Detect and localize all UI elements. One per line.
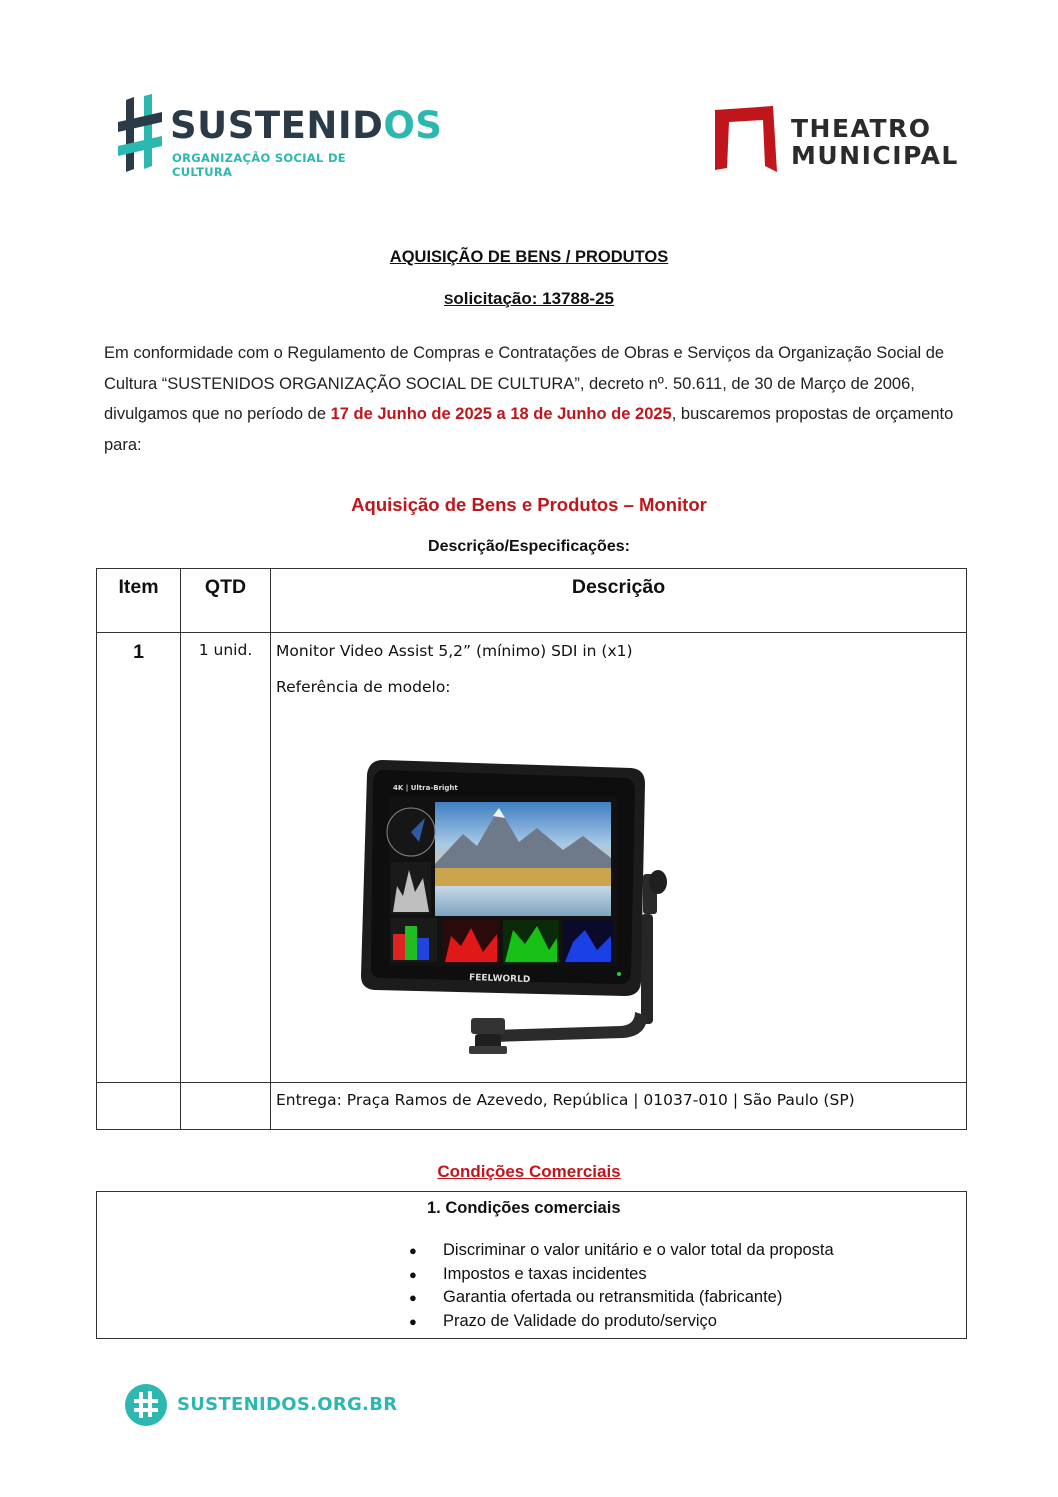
conditions-heading: 1. Condições comerciais <box>427 1199 621 1217</box>
document-title: AQUISIÇÃO DE BENS / PRODUTOS <box>389 248 669 266</box>
hashtag-logo-icon <box>116 94 164 172</box>
delivery-item-empty <box>97 1083 181 1130</box>
theatro-arch-icon <box>715 106 781 172</box>
bullet-icon: ● <box>409 1243 417 1258</box>
intro-paragraph <box>104 338 964 460</box>
table-header-row <box>97 569 967 633</box>
list-item <box>409 1263 834 1287</box>
delivery-address: Entrega: Praça Ramos de Azevedo, República | 01037-010 | São Paulo (SP) <box>271 1083 967 1130</box>
desc-line-1: Monitor Video Assist 5,2” (mínimo) SDI in (x1) <box>276 642 633 660</box>
conditions-title: Condições Comerciais <box>437 1162 621 1181</box>
item-number: 1 <box>97 633 181 1083</box>
condition-text: Discriminar o valor unitário e o valor total da proposta <box>443 1241 834 1259</box>
header-descricao: Descrição <box>271 569 967 633</box>
item-description <box>271 633 967 1083</box>
footer-website: SUSTENIDOS.ORG.BR <box>177 1394 398 1415</box>
conditions-box <box>96 1191 967 1339</box>
monitor-brand: FEELWORLD <box>468 973 531 986</box>
bullet-icon: ● <box>409 1313 417 1329</box>
footer-hashtag-icon <box>125 1384 167 1426</box>
conditions-list <box>409 1239 834 1333</box>
condition-text: Prazo de Validade do produto/serviço <box>443 1311 717 1330</box>
table-row <box>97 633 967 1083</box>
intro-text-after: , buscaremos propostas de orçamento para: <box>104 405 954 454</box>
intro-period: 17 de Junho de 2025 a 18 de Junho de 2025 <box>330 405 672 423</box>
theatro-line2: MUNICIPAL <box>791 141 959 170</box>
logo-name-accent: OS <box>383 104 443 147</box>
list-item <box>409 1239 834 1263</box>
list-item <box>409 1286 834 1310</box>
items-table <box>96 568 967 1130</box>
delivery-qtd-empty <box>181 1083 271 1130</box>
header-qtd: QTD <box>181 569 271 633</box>
monitor-badge: 4K | Ultra-Bright <box>393 784 458 792</box>
spec-label: Descrição/Especificações: <box>428 538 630 555</box>
bullet-icon: ● <box>409 1290 417 1305</box>
sustenidos-logo <box>116 92 443 179</box>
solicitacao-rest: olicitação: 13788-25 <box>453 289 614 308</box>
delivery-row <box>97 1083 967 1130</box>
condition-text: Impostos e taxas incidentes <box>443 1264 647 1283</box>
monitor-product-image <box>353 746 693 1066</box>
logo-tagline: ORGANIZAÇÃO SOCIAL DE CULTURA <box>172 151 346 179</box>
header-item: Item <box>97 569 181 633</box>
theatro-line1: THEATRO <box>791 114 932 143</box>
solicitacao-number <box>0 289 1058 309</box>
section-title: Aquisição de Bens e Produtos – Monitor <box>351 494 707 515</box>
condition-text: Garantia ofertada ou retransmitida (fabricante) <box>443 1288 783 1306</box>
solicitacao-prefix: S <box>444 291 454 307</box>
bullet-icon: ● <box>409 1266 417 1282</box>
list-item <box>409 1310 834 1334</box>
desc-line-2: Referência de modelo: <box>276 678 451 696</box>
theatro-municipal-logo <box>715 106 965 174</box>
item-qtd: 1 unid. <box>181 633 271 1083</box>
footer-logo <box>125 1384 398 1428</box>
logo-name-main: SUSTENID <box>170 104 384 147</box>
intro-text-before: Em conformidade com o Regulamento de Compras e Contratações de Obras e Serviços da Organização Social de Cultura “SUSTENIDOS ORGANIZAÇÃO SOCIAL DE CULTURA”, decreto nº. 50.611, de 30 de Março de 2006, divulgamos que no período de <box>104 344 945 423</box>
